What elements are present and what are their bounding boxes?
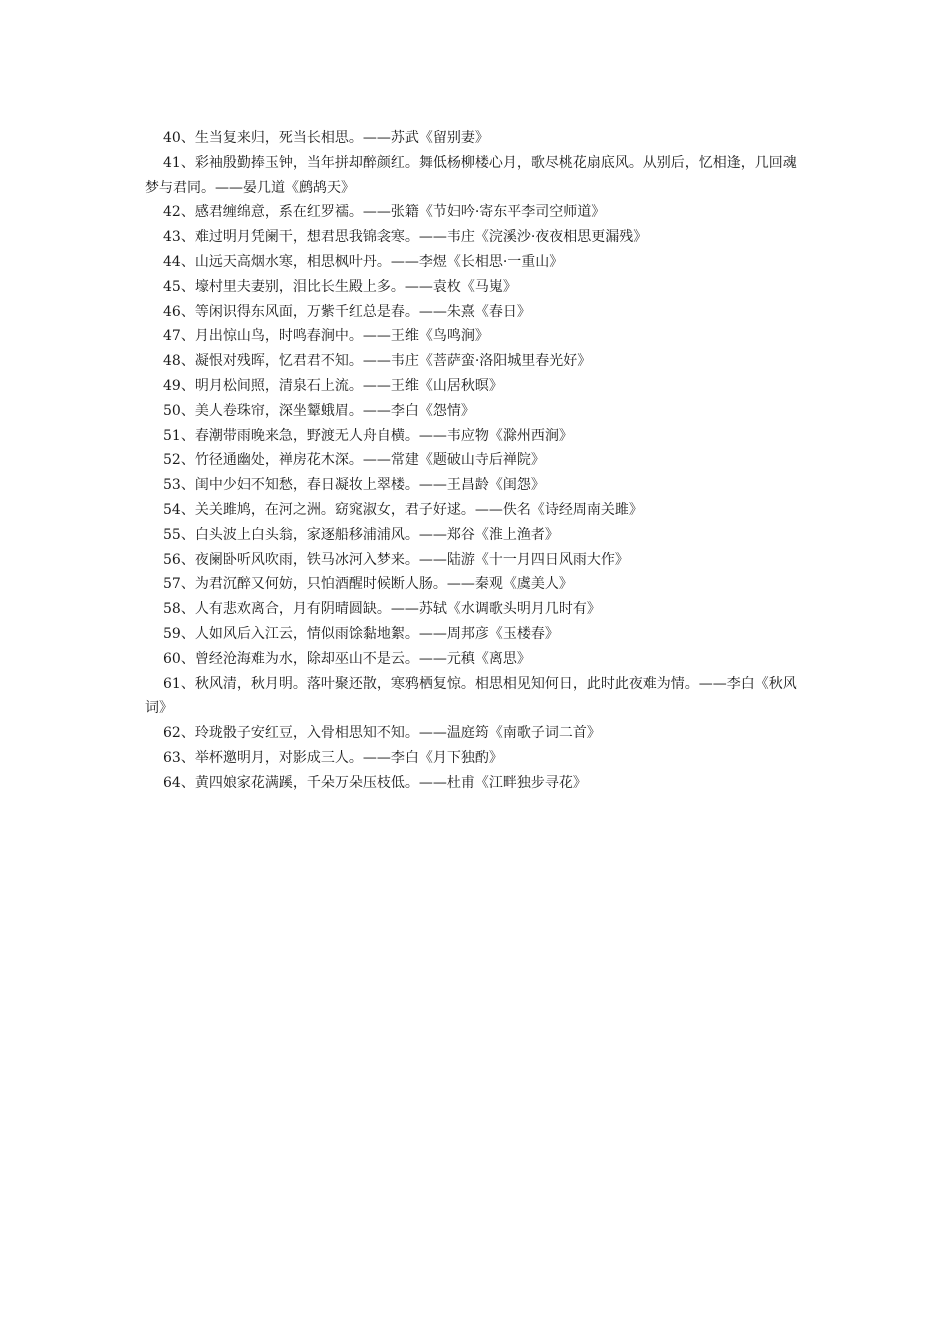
list-item: 41、彩袖殷勤捧玉钟，当年拼却醉颜红。舞低杨柳楼心月，歌尽桃花扇底风。从别后，忆相逢，几回魂梦与君同。——晏几道《鹧鸪天》 [145, 154, 797, 196]
list-item: 59、人如风后入江云，情似雨馀黏地絮。——周邦彦《玉楼春》 [163, 625, 559, 642]
list-item: 58、人有悲欢离合，月有阴晴圆缺。——苏轼《水调歌头明月几时有》 [163, 601, 601, 618]
list-item: 54、关关雎鸠，在河之洲。窈窕淑女，君子好逑。——佚名《诗经周南关雎》 [163, 501, 643, 518]
list-item: 47、月出惊山鸟，时鸣春涧中。——王维《鸟鸣涧》 [163, 328, 489, 345]
list-item: 55、白头波上白头翁，家逐船移浦浦风。——郑谷《淮上渔者》 [163, 526, 559, 543]
list-item: 49、明月松间照，清泉石上流。——王维《山居秋暝》 [163, 377, 503, 394]
list-item: 60、曾经沧海难为水，除却巫山不是云。——元稹《离思》 [163, 650, 531, 667]
list-item: 40、生当复来归，死当长相思。——苏武《留别妻》 [163, 130, 489, 146]
list-item: 61、秋风清，秋月明。落叶聚还散，寒鸦栖复惊。相思相见知何日，此时此夜难为情。——李白《秋风词》 [145, 675, 797, 717]
list-item: 62、玲珑骰子安红豆，入骨相思知不知。——温庭筠《南歌子词二首》 [163, 725, 601, 742]
list-item: 52、竹径通幽处，禅房花木深。——常建《题破山寺后禅院》 [163, 452, 545, 469]
list-item: 64、黄四娘家花满蹊，千朵万朵压枝低。——杜甫《江畔独步寻花》 [163, 774, 587, 791]
list-item: 56、夜阑卧听风吹雨，铁马冰河入梦来。——陆游《十一月四日风雨大作》 [163, 551, 629, 568]
list-item: 46、等闲识得东风面，万紫千红总是春。——朱熹《春日》 [163, 303, 531, 320]
list-item: 44、山远天高烟水寒，相思枫叶丹。——李煜《长相思·一重山》 [163, 253, 564, 270]
list-item: 63、举杯邀明月，对影成三人。——李白《月下独酌》 [163, 749, 503, 766]
list-item: 45、壕村里夫妻别，泪比长生殿上多。——袁枚《马嵬》 [163, 278, 517, 295]
list-item: 50、美人卷珠帘，深坐颦蛾眉。——李白《怨情》 [163, 402, 475, 419]
list-item: 51、春潮带雨晚来急，野渡无人舟自横。——韦应物《滁州西涧》 [163, 427, 573, 444]
poem-list [145, 126, 805, 796]
list-item: 42、感君缠绵意，系在红罗襦。——张籍《节妇吟·寄东平李司空师道》 [163, 204, 606, 221]
list-item: 48、凝恨对残晖，忆君君不知。——韦庄《菩萨蛮·洛阳城里春光好》 [163, 353, 592, 370]
list-item: 53、闺中少妇不知愁，春日凝妆上翠楼。——王昌龄《闺怨》 [163, 477, 545, 494]
list-item: 57、为君沉醉又何妨，只怕酒醒时候断人肠。——秦观《虞美人》 [163, 576, 573, 593]
list-item: 43、难过明月凭阑干，想君思我锦衾寒。——韦庄《浣溪沙·夜夜相思更漏残》 [163, 229, 648, 246]
